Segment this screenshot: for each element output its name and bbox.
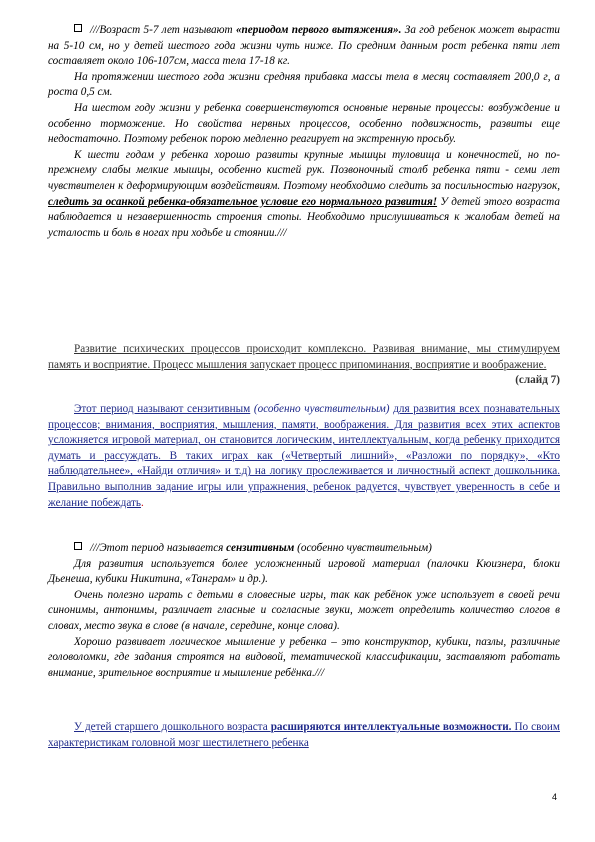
paragraph-growth: ///Возраст 5-7 лет называют «периодом первого вытяжения». За год ребенок может вырасти на 5-10 см, но у детей шестого года жизни чуть ниже. По средним данным рост ребенка пяти лет составляет около 106-107см, масса тела 17-18 кг. — [48, 24, 560, 68]
section-mental-processes — [48, 342, 560, 389]
section-intellect — [48, 720, 560, 751]
square-bullet-icon — [74, 542, 82, 550]
section-games — [48, 541, 560, 681]
sensitive-period-lead: Этот период называют сензитивным — [74, 403, 251, 415]
intellect-bold: расширяются интеллектуальные возможности. — [270, 721, 512, 733]
mental-processes-text: Развитие психических процессов происходит комплексно. Развивая внимание, мы стимулируем память и восприятие. Процесс мышления запускает процесс припоминания, восприятие и воображение. — [48, 343, 560, 371]
paragraph-word-games: Очень полезно играть с детьми в словесные игры, так как ребёнок уже использует в своей речи синонимы, антонимы, различает гласные и согласные звуки, может определить количество слогов в словах, место звука в слове (в начале, середине, конце слова). — [48, 588, 560, 632]
paragraph-logic: Хорошо развивает логическое мышление у ребенка – это конструктор, кубики, пазлы, различные головоломки, где задания строятся на видовой, тематической классификации, заставляют работать внимание, зрительное восприятие и мышление ребёнка./// — [48, 635, 560, 679]
intellect-lead: У детей старшего дошкольного возраста — [74, 721, 271, 733]
paragraph-muscles: К шести годам у ребенка хорошо развиты крупные мышцы туловища и конечностей, но по-прежнему слабы мелкие мышцы, особенно кистей рук. Позвоночный столб ребенка пяти - семи лет чувствителен к деформирующим воздействиям. Поэтому необходимо следить за посильностью нагрузок, следить за осанкой ребенка-обязательное условие его нормального развития! У детей этого возраста наблюдается и незавершенность строения стопы. Необходимо прислушиваться к жалобам детей на усталость и боль в ногах при ходьбе и стоянии./// — [48, 148, 560, 239]
paragraph-sensitive-bullet: ///Этот период называется сензитивным (особенно чувствительным) — [48, 541, 560, 557]
posture-warning: следить за осанкой ребенка-обязательное условие его нормального развития! — [48, 195, 438, 208]
sensitive-period-body: для развития всех познавательных процессов; внимания, восприятия, мышления, памяти, воображения. Для развития всех этих аспектов усложняется игровой материал, он становится логическим, интеллектуальным, когда ребенку приходится думать и рассуждать. В таких играх как («Четвертый лишний», «Разложи по порядку», «Кто наблюдательнее», «Найди отличия» и т.д) на логику прослеживается и личностный аспект дошкольника. Правильно выполнив задание игры или упражнения, ребенок радуется, чувствует уверенность в себе и желание побеждать — [48, 403, 560, 509]
paragraph-game-materials: Для развития используется более усложненный игровой материал (палочки Кюизнера, блоки Дьенеша, кубики Никитина, «Танграм» и др.). — [48, 557, 560, 586]
period-term: «периодом первого вытяжения». — [235, 24, 402, 36]
section-physical-development — [48, 23, 560, 241]
slide-reference: (слайд 7) — [515, 374, 560, 387]
paragraph-nervous-system: На шестом году жизни у ребенка совершенствуются основные нервные процессы: возбуждение и особенно торможение. Но свойства нервных процессов, особенно подвижность, развиты еще недостаточно. Поэтому ребенок порою медленно реагирует на экстренную просьбу. — [48, 101, 560, 146]
paragraph-weight: На протяжении шестого года жизни средняя прибавка массы тела в месяц составляет 200,0 г, а роста 0,5 см. — [48, 70, 560, 99]
page-number: 4 — [551, 792, 557, 802]
intellect-tail: По своим характеристикам головной мозг шестилетнего ребенка — [48, 721, 560, 749]
square-bullet-icon — [74, 24, 82, 32]
section-sensitive-period: Этот период называют сензитивным (особенно чувствительным) для развития всех познавательных процессов; внимания, восприятия, мышления, памяти, воображения. Для развития всех этих аспектов усложняется игровой материал, он становится логическим, интеллектуальным, когда ребенку приходится думать и рассуждать. В таких играх как («Четвертый лишний», «Разложи по порядку», «Кто наблюдательнее», «Найди отличия» и т.д) на логику прослеживается и личностный аспект дошкольника. Правильно выполнив задание игры или упражнения, ребенок радуется, чувствует уверенность в себе и желание побеждать. — [48, 403, 560, 509]
